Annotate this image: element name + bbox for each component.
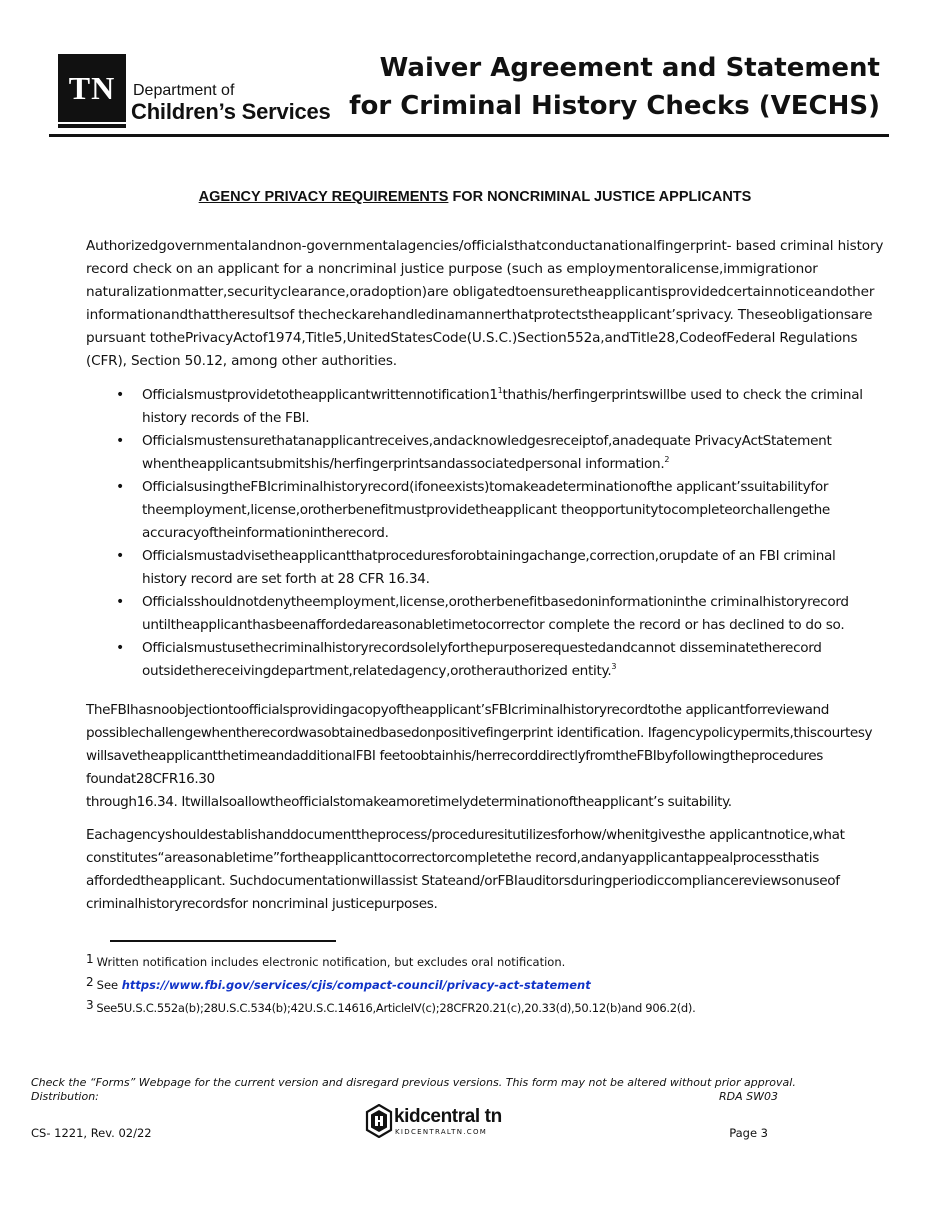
list-item: • Officialsshouldnotdenytheemployment,license,orotherbenefitbasedoninformationinthe criminalhistoryrecord untiltheapplicanthasbeenaffordedareasonabletimetocorrector complete the record or has declined to do so. — [116, 591, 876, 637]
heading-rest: FOR NONCRIMINAL JUSTICE APPLICANTS — [448, 189, 752, 205]
page-number: Page 3 — [729, 1126, 768, 1140]
kidcentral-url: KIDCENTRALTN.COM — [395, 1128, 488, 1136]
footer-version-note: Check the “Forms” Webpage for the current version and disregard previous versions. This form may not be altered without prior approval. — [31, 1076, 796, 1089]
title-divider — [49, 134, 889, 137]
title-line-2: for Criminal History Checks (VECHS) — [349, 91, 880, 121]
footer-distribution: Distribution: — [31, 1090, 99, 1103]
form-id: CS- 1221, Rev. 02/22 — [31, 1126, 152, 1140]
heading-underlined-part: AGENCY PRIVACY REQUIREMENTS — [198, 189, 449, 205]
paragraph-fbi-copy-part2: through16.34. Itwillalsoallowtheofficialstomakeamoretimelydeterminationoftheapplicant’s suitability. — [86, 794, 732, 810]
logo-agency-name: Children’s Services — [131, 99, 331, 124]
list-item: • Officialsmustusethecriminalhistoryrecordsolelyforthepurposerequestedandcannot disseminatetherecord outsidethereceivingdepartment,relatedagency,orotherauthorized entity.$^3$ — [116, 637, 876, 683]
requirements-list — [116, 384, 876, 683]
privacy-act-link[interactable]: https://www.fbi.gov/services/cjis/compact-council/privacy-act-statement — [121, 978, 591, 992]
list-item: • Officialsmustadvisetheapplicantthatproceduresforobtainingachange,correction,orupdate of an FBI criminal history record are set forth at 28 CFR 16.34. — [116, 545, 876, 591]
section-heading — [0, 189, 950, 205]
logo-department-text: Department of — [133, 82, 235, 99]
kidcentral-logo-text: kidcentral tn — [394, 1106, 502, 1127]
title-line-1: Waiver Agreement and Statement — [379, 53, 880, 83]
tn-logo-mark: TN — [58, 54, 126, 122]
paragraph-fbi-copy-part1: TheFBIhasnoobjectiontoofficialsprovidingacopyoftheapplicant’sFBIcriminalhistoryrecordtothe applicantforreviewand possiblechallengewhentherecordwasobtainedbasedonpositivefingerprint identification. Ifagencypolicypermits,thiscourtesy willsavetheapplicantthetimeandadditionalFBI feetoobtainhis/herrecorddirectlyfromtheFBIbyfollowingtheprocedures foundat28CFR16.30 — [86, 702, 873, 787]
list-item: • OfficialsusingtheFBIcriminalhistoryrecord(ifoneexists)tomakeadeterminationofthe applicant’ssuitabilityfor theemployment,license,orotherbenefitmustprovidetheapplicant theopportunitytocompleteorchallengethe accuracyoftheinformationintherecord. — [116, 476, 876, 545]
paragraph-fbi-copy — [86, 699, 898, 814]
footnote-1: 1 Written notification includes electronic notification, but excludes oral notification. — [86, 952, 566, 969]
footer-rda-code: RDA SW03 — [719, 1090, 778, 1103]
footnote-3: 3 See5U.S.C.552a(b);28U.S.C.534(b);42U.S.C.14616,ArticleIV(c);28CFR20.21(c),20.33(d),50.12(b)and 906.2(d). — [86, 998, 696, 1015]
paragraph-agency-process: Eachagencyshouldestablishanddocumenttheprocess/proceduresitutilizesforhow/whenitgivesthe applicantnotice,what constitutes“areasonabletime”fortheapplicanttocorrectorcompletethe record,andanyapplicantappealprocessthatis affordedtheapplicant. Suchdocumentationwillassist Stateand/orFBIauditorsduringperiodiccompliancereviewsonuseof criminalhistoryrecordsfor noncriminal justicepurposes. — [86, 827, 845, 912]
paragraph-privacy-obligations: Authorizedgovernmentalandnon-governmentalagencies/officialsthatconductanationalfingerprint- based criminal history record check on an applicant for a noncriminal justice purpose (such as employmentoralicense,immigrationor naturalizationmatter,securityclearance,oradoption)are obligatedtoensuretheapplicantisprovidedcertainnoticeandother informationandthattheresultsof thecheckarehandledinamannerthatprotectstheapplicant’sprivacy. Theseobligationsare pursuant tothePrivacyActof1974,Title5,UnitedStatesCode(U.S.C.)Section552a,andTitle28,CodeofFederal Regulations (CFR), Section 50.12, among other authorities. — [86, 238, 884, 369]
footnote-2: 2 See https://www.fbi.gov/services/cjis/compact-council/privacy-act-statement — [86, 975, 591, 992]
footnote-divider — [110, 940, 336, 942]
list-item: • $Officialsmustprovidetotheapplicantwrittennotification1^1thathis$/herfingerprintswillbe used to check the criminal history records of the FBI. — [116, 384, 876, 430]
kidcentral-logo-icon — [365, 1104, 393, 1138]
document-title — [349, 49, 880, 125]
list-item: • Officialsmustensurethatanapplicantreceives,andacknowledgesreceiptof,anadequate PrivacyActStatement whentheapplicantsubmitshis/herfingerprintsandassociatedpersonal information.$^2$ — [116, 430, 876, 476]
